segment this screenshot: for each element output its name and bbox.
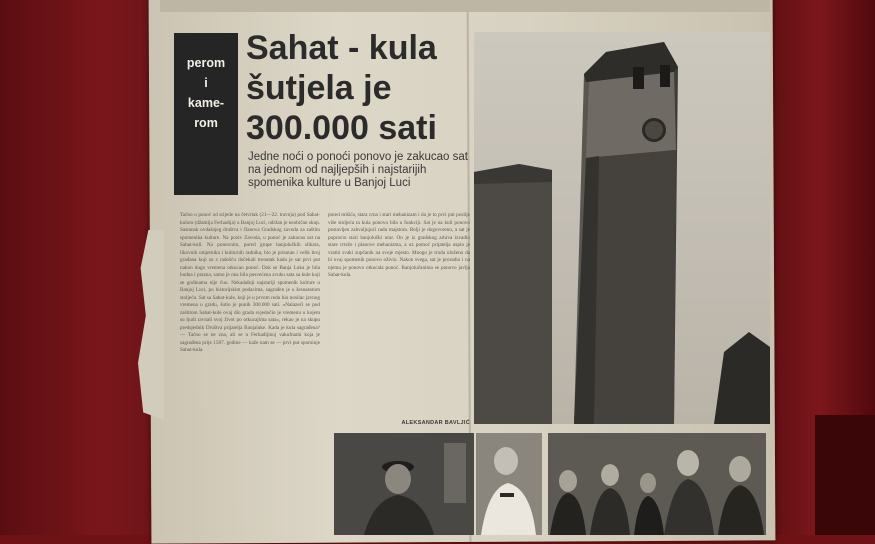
section-label-line: rom: [194, 116, 218, 130]
section-label-line: kame-: [187, 96, 225, 110]
photo-man-with-hat: [334, 433, 474, 535]
body-column-2: pored mišića, stara crna i stari mehanizam i da je to prvi put poslije više stoljeća ta kula ponovo bila u funkciji. Sat je na kuli ponovo postavljen zahvaljujući radu majstora. Bolji je dogovoreno, a sat je popravio stari banjolučki urar. On je iz gradskog arhiva izvadio stare crteže i planove mehanizma, a uz pomoć prijatelja uspio je vratiti svaki zupčanik na svoje mjesto. Mnogo je truda uloženo da bi ovaj spomenik ponovo oživio. Nakon svega, sat je proradio i na njemu je ponovo otkucala ponoć. Banjolučanima se ponovo javlja Sahat-kula.: [328, 212, 470, 278]
byline: ALEKSANDAR BAVLJIĆ: [401, 420, 470, 426]
headline: [246, 28, 471, 148]
person-silhouette: [476, 433, 542, 535]
crowd-silhouette: [548, 433, 766, 535]
section-label-line: i: [204, 76, 208, 90]
headline-line: 300.000 sati: [246, 109, 437, 147]
body-column-1: [180, 212, 320, 530]
section-label-line: perom: [186, 56, 226, 70]
headline-line: Sahat - kula: [246, 29, 437, 67]
portrait-silhouette: [334, 433, 474, 535]
photo-crowd: [548, 433, 766, 535]
clock-tower-photo: [474, 32, 770, 424]
body-column-1-text: Tačno u ponoć od srijede na četvrtak (21—22. travnja) pod Sahat-kulom (džamija Ferhadija) u Banjoj Luci, održan je neobičan skup. Sastanak ovdašnjeg društva i članova Gradskog zavoda za zaštitu spomenika kulture. Na poziv Zavoda, u ponoć je zakucao sat na Sahat-kuli. Na ponovnim, pored grupe banjolučkih slikara, likovnih umjetnika i kulturnih radnika, bio je prisutan i velik broj građana koji su s radošću dočekali trenutak kada je sat prvi put nakon dugo vremena otkucao ponoć. Dok se Banja Luka je bila budna i prazna, samo je ona bila posvećena zvuku sata sa kule koji se godinama nije čuo. Nekadašnji najstariji spomenik kulture u Banjoj Luci, po historijskim podacima, sagrađen je u šesnaestom stoljeću. Sat sa Sahat-kule, koji je u prvom redu bio nosilac javnog vremena u gradu, šutio je punih 300.000 sati. »Nalazeći se pod zaštitom Sahat-kule ovaj dio grada svjedočio je vremenu u kojem su ljudi ravnali svoj život po otkucajima sata«, rekao je na skupu predsjednik Društva prijatelja Banjaluke. Kada je kula sagrađena? — Tačno se ne zna, ali se u Ferhadijinoj vakufnami koja je sagrađena prije 1587. godine — kaže nam se — prvi put spominje Sahat-kula.: [180, 212, 320, 353]
headline-line: šutjela je: [246, 69, 392, 107]
photo-person: [476, 433, 542, 535]
paper-top-strip: [160, 0, 770, 12]
subheadline: Jedne noći o ponoći ponovo je zakucao sat na jednom od najljepših i najstarijih spomenika kulture u Banjoj Luci: [248, 151, 468, 189]
section-label-box: [174, 33, 238, 195]
clock-tower-illustration: [474, 32, 770, 424]
background-shadow: [815, 415, 875, 535]
